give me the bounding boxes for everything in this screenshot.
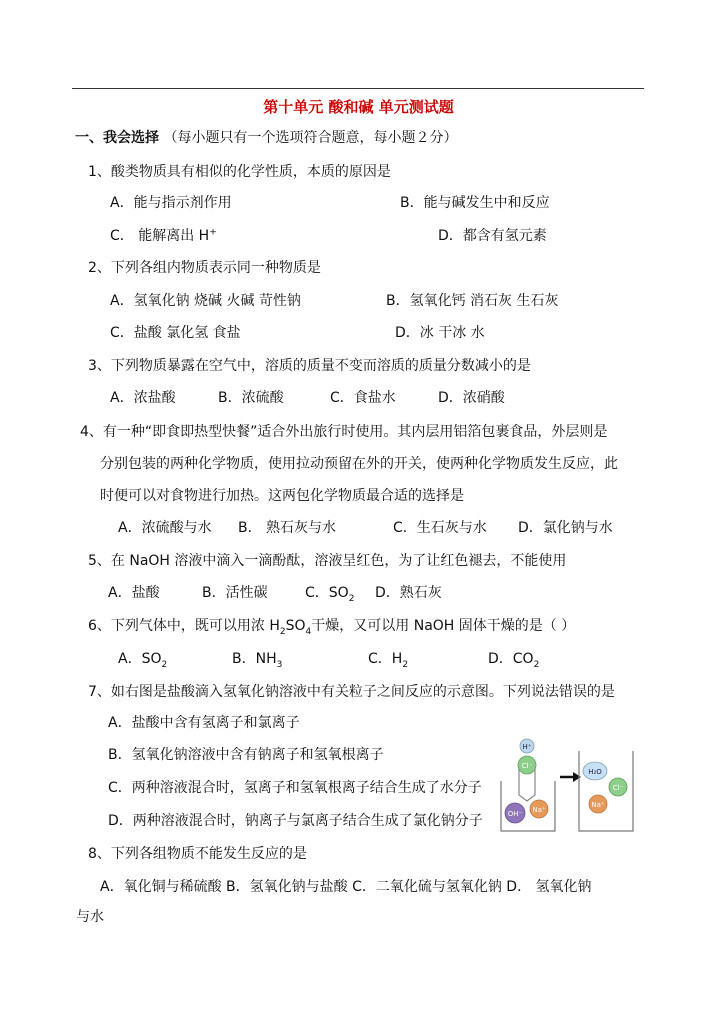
q3-option-a: A．浓盐酸: [110, 390, 176, 406]
q7-stem: 7、如右图是盐酸滴入氢氧化钠溶液中有关粒子之间反应的示意图。下列说法错误的是: [88, 684, 615, 700]
q1-option-c-text: C． 能解离出 H: [110, 228, 210, 244]
section-heading-label: 一、我会选择: [75, 130, 159, 146]
q1-option-b: B．能与碱发生中和反应: [400, 195, 550, 211]
q7-option-c: C．两种溶液混合时，氢离子和氢氧根离子结合生成了水分子: [108, 780, 482, 796]
q5-option-d: D．熟石灰: [375, 585, 442, 601]
q1-option-a: A．能与指示剂作用: [110, 195, 232, 211]
q6-option-d: [488, 649, 539, 669]
q6-option-d-sub: 2: [533, 659, 540, 670]
q6-option-b-text: B．NH: [232, 651, 277, 667]
q6-option-a-sub: 2: [161, 659, 168, 670]
section-heading-note: （每小题只有一个选项符合题意，每小题２分）: [163, 130, 458, 146]
q6-stem-sub-2: 4: [305, 626, 312, 637]
q5-option-c-text: C．SO: [305, 585, 349, 601]
q8-stem: 8、下列各组物质不能发生反应的是: [88, 846, 307, 862]
q5-option-b: B．活性碳: [202, 585, 268, 601]
q6-option-c: [368, 649, 408, 669]
q4-line-1: 4、有一种“即食即热型快餐”适合外出旅行时使用。其内层用铝箔包裹食品，外层则是: [80, 424, 608, 440]
q6-option-a-text: A．SO: [118, 651, 162, 667]
q6-stem: [88, 616, 575, 636]
oh-ion-label: OH⁻: [507, 810, 523, 818]
q7-option-b: B．氢氧化钠溶液中含有钠离子和氢氧根离子: [108, 747, 384, 763]
q4-option-a: A．浓硫酸与水: [118, 520, 212, 536]
q8-options: A．氧化铜与稀硫酸 B．氢氧化钠与盐酸 C．二氧化硫与氢氧化钠 D． 氢氧化钠: [100, 879, 592, 895]
q1-option-d: D．都含有氢元素: [438, 228, 547, 244]
q1-stem: 1、酸类物质具有相似的化学性质，本质的原因是: [88, 164, 391, 180]
q6-option-a: [118, 649, 167, 669]
q6-stem-a: 6、下列气体中，既可以用浓 H: [88, 618, 280, 634]
water-label: H₂O: [588, 768, 602, 776]
q4-option-d: D．氯化钠与水: [518, 520, 613, 536]
q5-stem: 5、在 NaOH 溶液中滴入一滴酚酞，溶液呈红色，为了让红色褪去，不能使用: [88, 553, 567, 569]
q6-stem-b: SO: [285, 618, 306, 634]
q6-option-b-sub: 3: [276, 659, 283, 670]
reaction-diagram: [497, 733, 635, 833]
q7-option-a: A．盐酸中含有氢离子和氯离子: [108, 715, 300, 731]
q2-option-d: D．冰 干冰 水: [395, 325, 485, 341]
h-ion-label: H⁺: [522, 743, 532, 751]
q1-option-c: [110, 226, 217, 246]
na-ion-right-label: Na⁺: [591, 801, 605, 809]
header-rule: [72, 88, 644, 89]
q6-option-c-text: C．H: [368, 651, 403, 667]
q1-option-c-sup: +: [209, 227, 217, 238]
cl-ion-label: Cl⁻: [521, 762, 533, 770]
q6-option-c-sub: 2: [402, 659, 409, 670]
q3-option-b: B．浓硫酸: [218, 390, 284, 406]
q2-option-b: B．氢氧化钙 消石灰 生石灰: [386, 293, 559, 309]
q4-line-3: 时便可以对食物进行加热。这两包化学物质最合适的选择是: [100, 488, 464, 504]
page-title: 第十单元 酸和碱 单元测试题: [263, 98, 454, 116]
q3-option-c: C．食盐水: [330, 390, 396, 406]
q6-option-b: [232, 649, 282, 669]
q8-options-continuation: 与水: [76, 909, 104, 925]
q6-stem-c: 干燥，又可以用 NaOH 固体干燥的是（ ）: [311, 618, 576, 634]
q6-option-d-text: D．CO: [488, 651, 534, 667]
q4-option-c: C．生石灰与水: [393, 520, 487, 536]
na-ion-label: Na⁺: [532, 806, 546, 814]
q2-option-c: C．盐酸 氯化氢 食盐: [110, 325, 241, 341]
section-heading: [75, 128, 457, 148]
q5-option-c: [305, 583, 354, 603]
cl-ion-right-label: Cl⁻: [612, 784, 624, 792]
q7-option-d: D．两种溶液混合时，钠离子与氯离子结合生成了氯化钠分子: [108, 813, 483, 829]
q2-option-a: A．氢氧化钠 烧碱 火碱 苛性钠: [110, 293, 301, 309]
q6-stem-sub-1: 2: [279, 626, 286, 637]
reaction-arrow-head: [573, 772, 581, 782]
q2-stem: 2、下列各组内物质表示同一种物质是: [88, 260, 321, 276]
q5-option-a: A．盐酸: [108, 585, 160, 601]
q3-option-d: D．浓硝酸: [438, 390, 505, 406]
q4-option-b: B． 熟石灰与水: [238, 520, 337, 536]
q4-line-2: 分别包装的两种化学物质，使用拉动预留在外的开关，使两种化学物质发生反应，此: [100, 456, 618, 472]
q5-option-c-sub: 2: [348, 593, 355, 604]
q3-stem: 3、下列物质暴露在空气中，溶质的质量不变而溶质的质量分数减小的是: [88, 358, 531, 374]
